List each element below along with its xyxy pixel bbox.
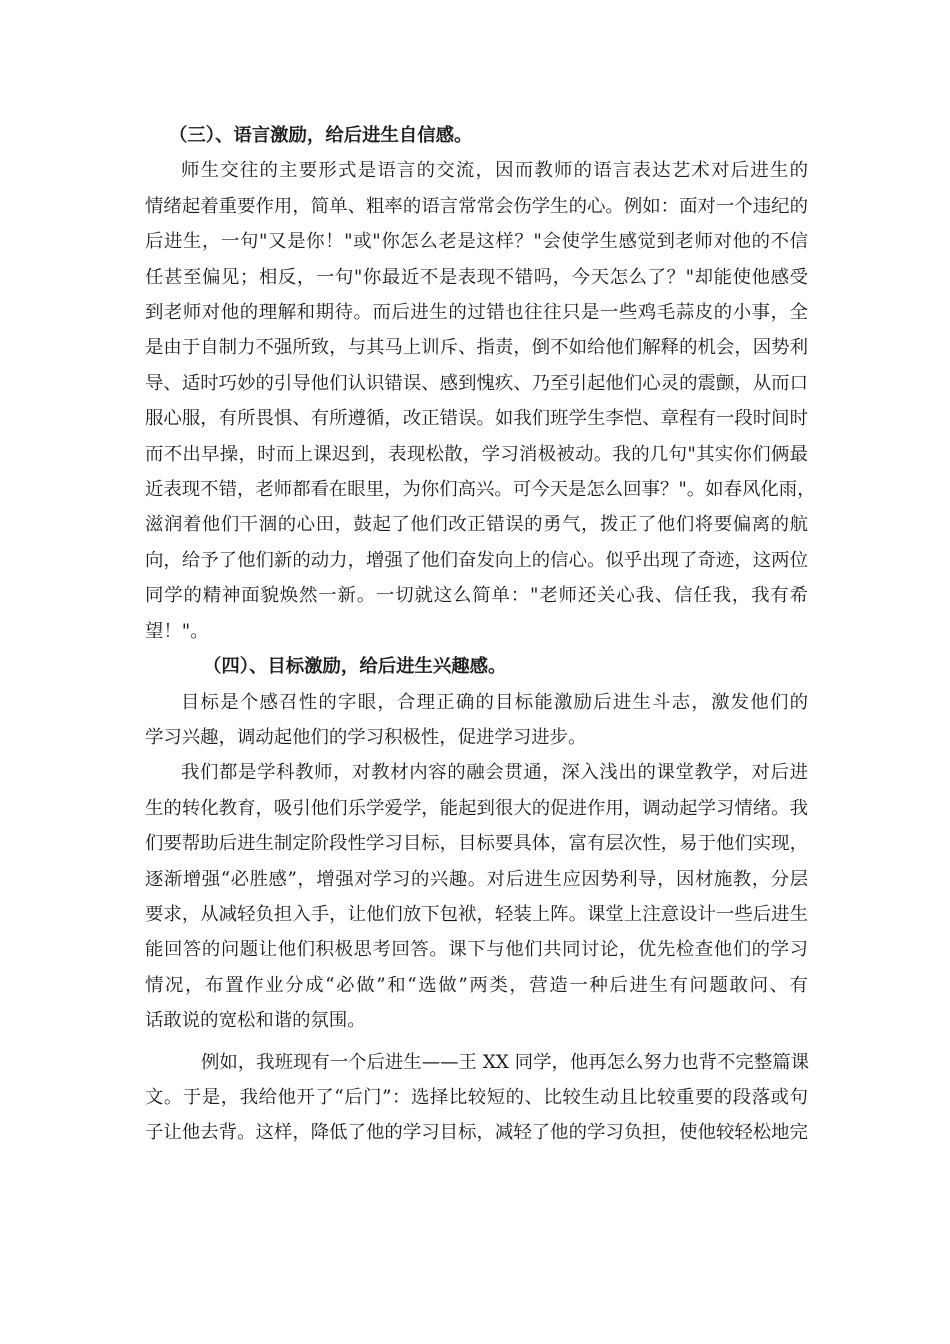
text-line: 话敢说的宽松和谐的氛围。 xyxy=(145,1010,366,1032)
text-line: 我们都是学科教师，对教材内容的融会贯通，深入浅出的课堂教学，对后进 xyxy=(181,762,808,784)
text-line: 要求，从减轻负担入手，让他们放下包袱，轻装上阵。课堂上注意设计一些后进生 xyxy=(145,903,808,925)
section-heading-4: （四）、目标激励，给后进生兴趣感。 xyxy=(203,656,507,678)
text-line: 情绪起着重要作用，简单、粗率的语言常常会伤学生的心。例如：面对一个违纪的 xyxy=(145,195,808,217)
text-line: 师生交往的主要形式是语言的交流，因而教师的语言表达艺术对后进生的 xyxy=(181,160,808,182)
text-line: 同学的精神面貌焕然一新。一切就这么简单："老师还关心我、信任我，我有希 xyxy=(145,585,808,607)
text-line: 而不出早操，时而上课迟到，表现松散，学习消极被动。我的几句"其实你们俩最 xyxy=(145,443,808,465)
text-line: 望！"。 xyxy=(145,620,209,642)
text-line: 向，给予了他们新的动力，增强了他们奋发向上的信心。似乎出现了奇迹，这两位 xyxy=(145,549,808,571)
text-line: 们要帮助后进生制定阶段性学习目标，目标要具体，富有层次性，易于他们实现， xyxy=(145,833,808,855)
text-line: 任甚至偏见；相反，一句"你最近不是表现不错吗，今天怎么了？"却能使他感受 xyxy=(145,266,808,288)
text-line: 情况，布置作业分成“必做”和“选做”两类，营造一种后进生有问题敢问、有 xyxy=(145,974,808,996)
paragraph-goal-motivation xyxy=(145,685,808,756)
text-line: 子让他去背。这样，降低了他的学习目标，减轻了他的学习负担，使他较轻松地完 xyxy=(145,1122,808,1144)
text-line: 近表现不错，老师都看在眼里，为你们高兴。可今天是怎么回事？"。如春风化雨， xyxy=(145,479,816,501)
text-line: 后进生，一句"又是你！"或"你怎么老是这样？"会使学生感觉到老师对他的不信 xyxy=(145,231,808,253)
text-line: 学习兴趣，调动起他们的学习积极性，促进学习进步。 xyxy=(145,726,587,748)
text-line: 滋润着他们干涸的心田，鼓起了他们改正错误的勇气，拨正了他们将要偏离的航 xyxy=(145,514,808,536)
text-line: 是由于自制力不强所致，与其马上训斥、指责，倒不如给他们解释的机会，因势利 xyxy=(145,337,808,359)
paragraph-language-motivation xyxy=(145,153,816,649)
text-line: 能回答的问题让他们积极思考回答。课下与他们共同讨论，优先检查他们的学习 xyxy=(145,939,808,961)
paragraph-example xyxy=(145,1045,808,1151)
paragraph-subject-teachers xyxy=(145,755,808,1038)
section-heading-3: （三）、语言激励，给后进生自信感。 xyxy=(169,125,473,146)
text-line: 导、适时巧妙的引导他们认识错误、感到愧疚、乃至引起他们心灵的震颤，从而口 xyxy=(145,372,808,394)
text-line: 到老师对他的理解和期待。而后进生的过错也往往只是一些鸡毛蒜皮的小事，全 xyxy=(145,302,808,324)
text-line: 逐渐增强“必胜感”，增强对学习的兴趣。对后进生应因势利导，因材施教，分层 xyxy=(145,868,808,890)
document-page xyxy=(145,118,816,1151)
text-line: 生的转化教育，吸引他们乐学爱学，能起到很大的促进作用，调动起学习情绪。我 xyxy=(145,797,808,819)
text-line: 目标是个感召性的字眼，合理正确的目标能激励后进生斗志，激发他们的 xyxy=(181,691,808,713)
text-line: 服心服，有所畏惧、有所遵循，改正错误。如我们班学生李恺、章程有一段时间时 xyxy=(145,408,808,430)
text-line: 例如，我班现有一个后进生——王 XX 同学，他再怎么努力也背不完整篇课 xyxy=(201,1051,809,1073)
text-line: 文。于是，我给他开了“后门”：选择比较短的、比较生动且比较重要的段落或句 xyxy=(145,1086,808,1108)
